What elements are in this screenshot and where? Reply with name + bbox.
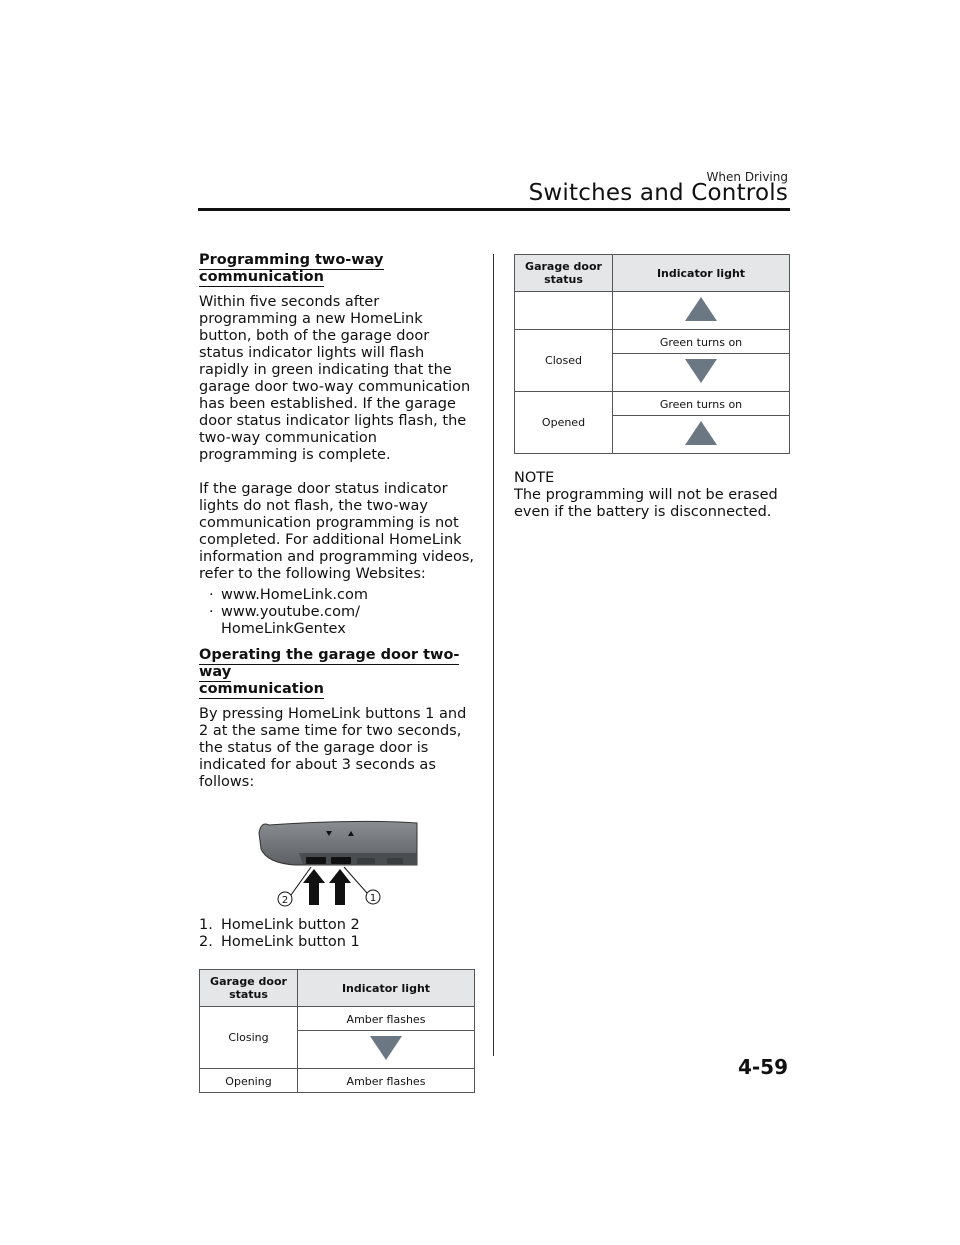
status-closed: Closed (515, 330, 613, 392)
callout-1-label: 1 (369, 893, 377, 904)
column-divider (493, 254, 494, 1056)
callout-2-label: 2 (281, 895, 289, 906)
callout-item: 2. HomeLink button 1 (199, 934, 360, 950)
website-homelink: · www.HomeLink.com (209, 587, 475, 604)
table-header-status: Garage door status (200, 970, 298, 1007)
homelink-button-1 (331, 857, 351, 864)
status-table-left (199, 969, 475, 1093)
para-programming: Within five seconds after programming a new HomeLink button, both of the garage door status indicator lights will flash rapidly in green indicating that the garage door two-way communication has been established. If the garage door status indicator lights flash, the two-way communication programming is complete. (199, 294, 471, 463)
status-opened: Opened (515, 392, 613, 454)
homelink-button-2 (306, 857, 326, 864)
note-text: The programming will not be erased even if the battery is disconnected. (514, 487, 778, 520)
heading-programming-line2: communication (199, 269, 324, 285)
heading-programming (199, 252, 475, 286)
note-label: NOTE (514, 470, 555, 486)
status-table-right (514, 254, 790, 454)
down-triangle-icon (684, 358, 718, 384)
callout-item: 1. HomeLink button 2 (199, 917, 360, 933)
table-row (515, 292, 790, 330)
table-row (515, 330, 790, 354)
down-triangle-icon (369, 1035, 403, 1061)
arrow-button-1-icon (329, 869, 351, 905)
light-opening-continued-icon-cell (613, 292, 790, 330)
header-title: Switches and Controls (528, 180, 788, 206)
table-header-light: Indicator light (298, 970, 475, 1007)
para-operating: By pressing HomeLink buttons 1 and 2 at the same time for two seconds, the status of the garage door is indicated for about 3 seconds as follows: (199, 706, 467, 790)
up-triangle-icon (684, 420, 718, 446)
mirror-illustration (199, 801, 475, 911)
header-rule (198, 208, 790, 211)
light-closed-text: Green turns on (613, 330, 790, 354)
right-column (514, 252, 790, 521)
heading-operating-line2: communication (199, 681, 324, 697)
status-closing: Closing (200, 1007, 298, 1069)
table-header-status: Garage door status (515, 255, 613, 292)
table-header-light: Indicator light (613, 255, 790, 292)
light-closed-icon-cell (613, 354, 790, 392)
status-opening: Opening (200, 1069, 298, 1093)
heading-operating (199, 647, 475, 698)
heading-programming-line1: Programming two-way (199, 252, 384, 268)
page-number: 4-59 (737, 1055, 788, 1079)
heading-operating-line1: Operating the garage door two-way (199, 647, 460, 680)
website-list (199, 587, 475, 638)
light-closing-icon-cell (298, 1031, 475, 1069)
status-empty-cell (515, 292, 613, 330)
para-not-completed: If the garage door status indicator lights do not flash, the two-way communication programming is not completed. For additional HomeLink information and programming videos, refer to the following Websites: (199, 481, 475, 582)
light-opened-icon-cell (613, 416, 790, 454)
up-triangle-icon (684, 296, 718, 322)
header-section: When Driving (706, 170, 788, 184)
left-column (199, 252, 475, 1093)
mirror-figure (199, 801, 475, 911)
light-opened-text: Green turns on (613, 392, 790, 416)
callout-list (199, 917, 475, 951)
light-closing-text: Amber flashes (298, 1007, 475, 1031)
table-row (200, 1007, 475, 1031)
website-youtube: · www.youtube.com/ HomeLinkGentex (209, 604, 475, 638)
table-row (200, 1069, 475, 1093)
table-row (515, 392, 790, 416)
light-opening-text: Amber flashes (298, 1069, 475, 1093)
